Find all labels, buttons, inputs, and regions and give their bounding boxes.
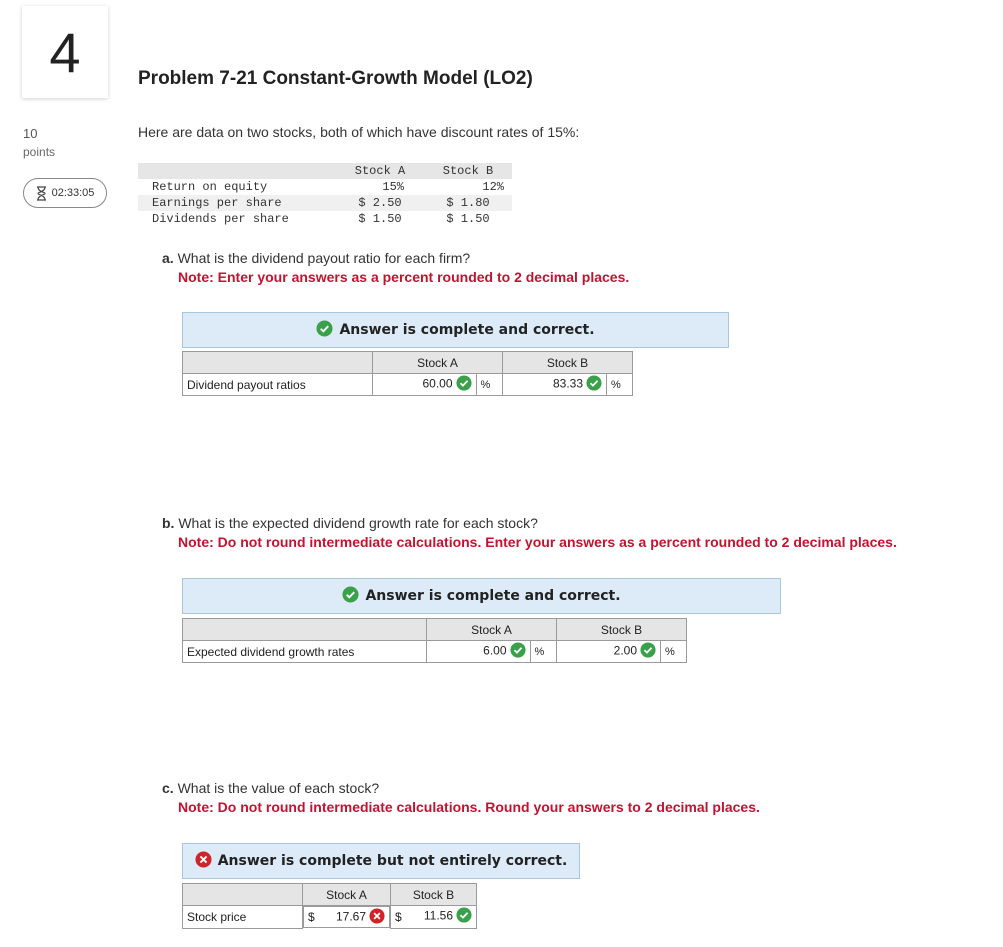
part-c-question [162, 780, 379, 796]
table-row [183, 641, 687, 663]
table-row [138, 179, 512, 195]
points-value: 10 [23, 126, 38, 141]
part-c-text: What is the value of each stock? [177, 780, 380, 796]
answer-cell[interactable] [303, 906, 390, 928]
answer-cell[interactable] [391, 906, 477, 929]
table-cell: $ 1.50 [358, 212, 402, 226]
table-header: Stock B [391, 884, 477, 906]
table-row [183, 352, 633, 374]
hourglass-icon [36, 186, 47, 201]
part-c-letter: c. [162, 780, 174, 796]
part-a-banner [182, 312, 729, 348]
answer-value: 17.67 [335, 909, 366, 924]
stock-data-table [138, 163, 512, 227]
part-b-banner-text: Answer is complete and correct. [365, 588, 621, 604]
part-c-note: Note: Do not round intermediate calculations. Round your answers to 2 decimal places. [178, 799, 760, 815]
part-c-answer-table [182, 883, 477, 929]
table-row [183, 374, 633, 396]
table-row [183, 884, 477, 906]
x-circle-icon [195, 851, 212, 872]
table-header [183, 619, 427, 641]
answer-cell[interactable] [557, 641, 661, 663]
row-label: Expected dividend growth rates [183, 641, 427, 663]
part-b-letter: b. [162, 515, 175, 531]
currency-symbol: $ [308, 910, 315, 924]
table-header [183, 884, 303, 906]
answer-value: 6.00 [483, 643, 507, 658]
part-a-note: Note: Enter your answers as a percent rounded to 2 decimal places. [178, 269, 630, 285]
unit-label: % [607, 374, 633, 396]
table-cell: Return on equity [152, 180, 268, 194]
table-header: Stock A [427, 619, 557, 641]
table-header [183, 352, 373, 374]
part-a-banner-text: Answer is complete and correct. [339, 322, 595, 338]
table-cell: Dividends per share [152, 212, 289, 226]
question-number [22, 6, 108, 98]
part-a-question [162, 250, 470, 266]
table-header: Stock A [303, 884, 391, 906]
answer-value: 83.33 [552, 376, 583, 391]
problem-intro: Here are data on two stocks, both of which have discount rates of 15%: [138, 124, 580, 140]
answer-value: 11.56 [423, 908, 453, 923]
row-label: Stock price [183, 906, 303, 929]
table-cell [138, 163, 336, 179]
table-cell: $ 1.80 [424, 195, 512, 211]
unit-label: % [661, 641, 687, 663]
part-b-question [162, 515, 538, 531]
table-cell: $ 1.50 [446, 212, 490, 226]
part-a-text: What is the dividend payout ratio for each firm? [177, 250, 471, 266]
part-a-letter: a. [162, 250, 174, 266]
part-b-text: What is the expected dividend growth rate for each stock? [178, 515, 538, 531]
part-b-note: Note: Do not round intermediate calculations. Enter your answers as a percent rounded to 2 decimal places. [178, 534, 897, 550]
check-circle-icon [510, 642, 526, 661]
table-row [138, 211, 512, 227]
answer-cell[interactable] [427, 641, 531, 663]
check-circle-icon [586, 375, 602, 394]
x-circle-icon [369, 908, 385, 927]
table-header: Stock B [557, 619, 687, 641]
table-cell: $ 2.50 [336, 195, 424, 211]
table-cell: 12% [482, 180, 504, 194]
answer-cell[interactable] [373, 374, 477, 396]
table-row [183, 906, 477, 929]
check-circle-icon [316, 320, 333, 341]
table-cell: 15% [382, 180, 404, 194]
table-row [138, 163, 512, 179]
problem-title: Problem 7-21 Constant-Growth Model (LO2) [138, 68, 533, 89]
check-circle-icon [640, 642, 656, 661]
answer-cell[interactable] [503, 374, 607, 396]
unit-label: % [530, 641, 556, 663]
question-number-text: 4 [49, 20, 81, 84]
table-row [183, 619, 687, 641]
part-c-banner [182, 843, 580, 879]
check-circle-icon [456, 375, 472, 394]
answer-value: 60.00 [422, 376, 453, 391]
table-cell: Earnings per share [138, 195, 336, 211]
table-header: Stock A [336, 163, 424, 179]
check-circle-icon [456, 907, 472, 926]
part-a-answer-table [182, 351, 633, 396]
table-header: Stock B [424, 163, 512, 179]
row-label: Dividend payout ratios [183, 374, 373, 396]
check-circle-icon [342, 586, 359, 607]
part-b-answer-table [182, 618, 687, 663]
part-b-banner [182, 578, 781, 614]
timer-text: 02:33:05 [51, 187, 95, 199]
table-header: Stock A [373, 352, 503, 374]
answer-value: 2.00 [613, 643, 637, 658]
timer[interactable] [23, 178, 107, 208]
points-label: points [23, 145, 56, 159]
table-header: Stock B [503, 352, 633, 374]
unit-label: % [476, 374, 502, 396]
part-c-banner-text: Answer is complete but not entirely correct. [217, 853, 568, 869]
currency-symbol: $ [395, 909, 402, 924]
table-row [138, 195, 512, 211]
